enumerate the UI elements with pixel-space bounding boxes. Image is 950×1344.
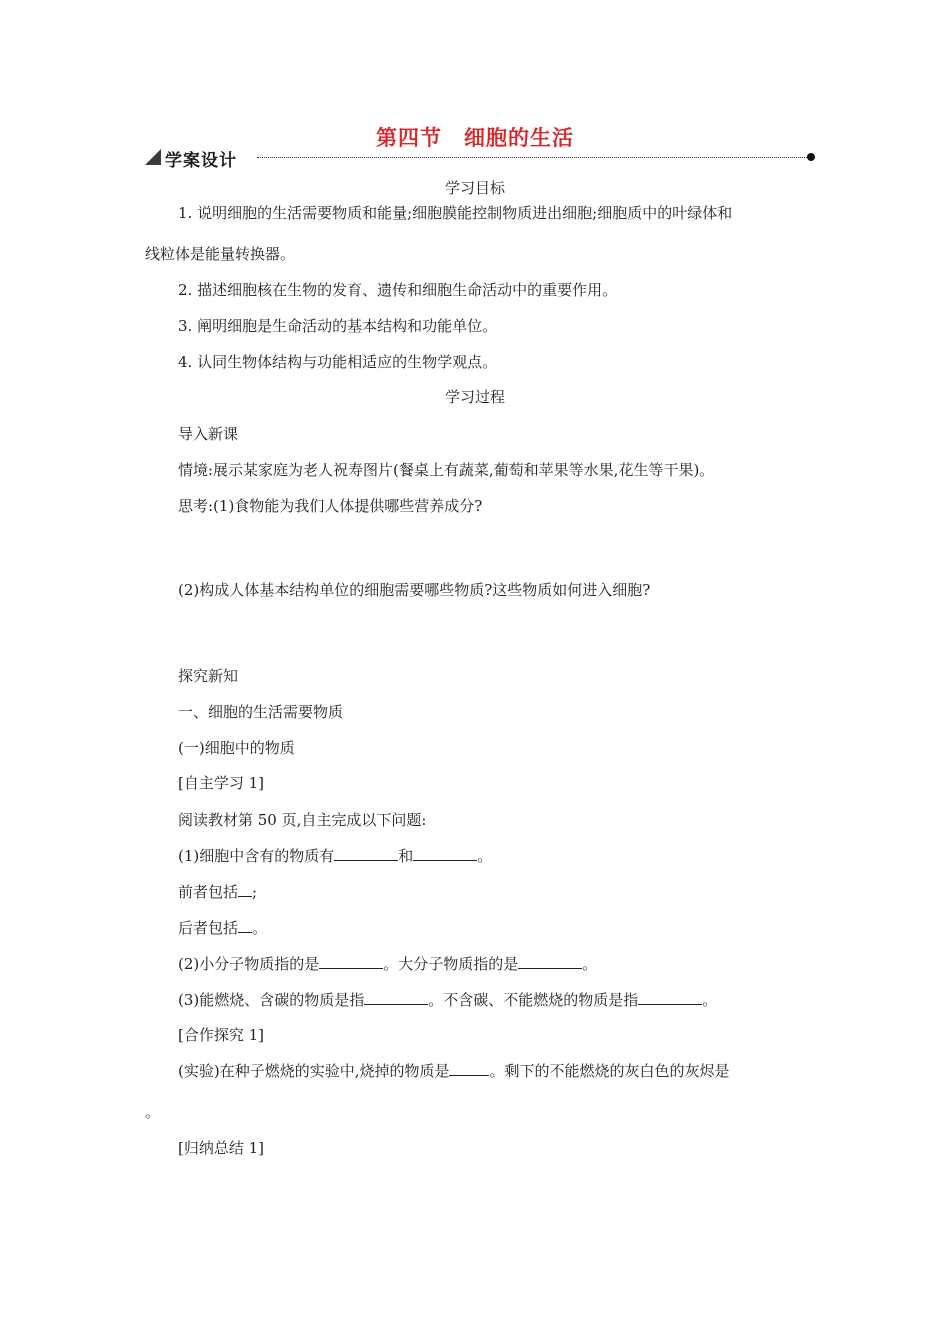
objective-item-1-cont: 线粒体是能量转换器。 [145,245,296,263]
summary-label: [归纳总结 1] [178,1139,265,1157]
think-question-1: 思考:(1)食物能为我们人体提供哪些营养成分? [178,497,483,515]
process-heading: 学习过程 [444,388,505,406]
answer-blank[interactable] [334,846,398,861]
question-1: (1)细胞中含有的物质有 和 。 [178,847,493,865]
objective-item-2: 2. 描述细胞核在生物的发育、遗传和细胞生命活动中的重要作用。 [178,281,618,299]
banner-dotted-rule [257,157,809,158]
answer-blank[interactable] [238,918,252,933]
page-title: 第四节 细胞的生活 [376,126,574,150]
self-study-label: [自主学习 1] [178,774,265,792]
question-1-latter: 后者包括 。 [178,919,268,937]
question-1-text: (1)细胞中含有的物质有 [178,847,335,865]
question-1-join: 和 [398,847,414,865]
banner-end-dot-icon [807,153,815,161]
experiment-question-cont: 。 [145,1103,161,1121]
answer-blank[interactable] [638,990,702,1005]
section-banner [145,146,817,170]
answer-blank[interactable] [319,954,383,969]
answer-blank[interactable] [449,1061,489,1076]
answer-blank[interactable] [238,882,252,897]
cooperative-label: [合作探究 1] [178,1026,265,1044]
objectives-heading: 学习目标 [444,179,505,197]
question-2: (2)小分子物质指的是 。大分子物质指的是 。 [178,955,598,973]
answer-blank[interactable] [518,954,582,969]
reading-instruction: 阅读教材第 50 页,自主完成以下问题: [178,811,427,829]
banner-triangle-icon [145,149,161,165]
question-3: (3)能燃烧、含碳的物质是指 。不含碳、不能燃烧的物质是指 。 [178,991,718,1009]
banner-label: 学案设计 [165,151,237,171]
experiment-question: (实验)在种子燃烧的实验中,烧掉的物质是 。剩下的不能燃烧的灰白色的灰烬是 [178,1062,730,1080]
objective-item-4: 4. 认同生物体结构与功能相适应的生物学观点。 [178,353,498,371]
section-1-heading: 一、细胞的生活需要物质 [178,703,344,721]
intro-heading: 导入新课 [178,425,239,443]
think-question-2: (2)构成人体基本结构单位的细胞需要哪些物质?这些物质如何进入细胞? [178,581,651,599]
objective-item-3: 3. 阐明细胞是生命活动的基本结构和功能单位。 [178,317,498,335]
objective-item-1: 1. 说明细胞的生活需要物质和能量;细胞膜能控制物质进出细胞;细胞质中的叶绿体和 [178,204,733,222]
subsection-1-heading: (一)细胞中的物质 [178,739,295,757]
explore-heading: 探究新知 [178,667,239,685]
question-1-former: 前者包括 ; [178,883,258,901]
answer-blank[interactable] [364,990,428,1005]
answer-blank[interactable] [413,846,477,861]
situation-text: 情境:展示某家庭为老人祝寿图片(餐桌上有蔬菜,葡萄和苹果等水果,花生等干果)。 [178,461,715,479]
